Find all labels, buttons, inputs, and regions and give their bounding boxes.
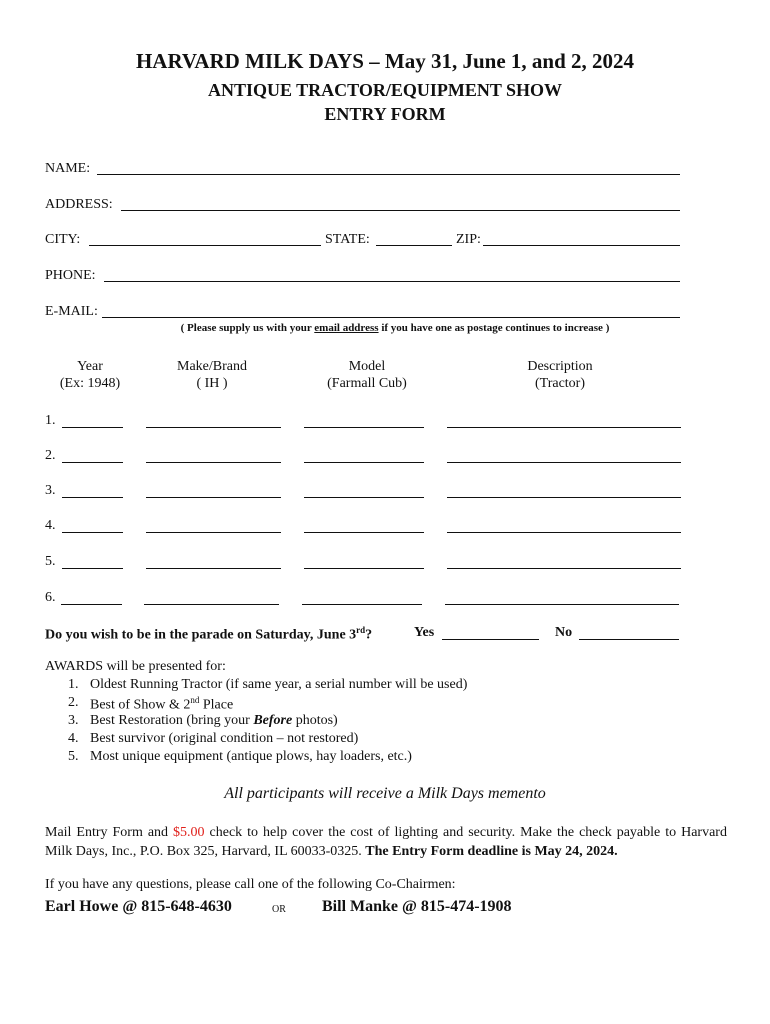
address-field[interactable] — [121, 210, 680, 211]
description-field[interactable] — [447, 427, 681, 428]
parade-question: Do you wish to be in the parade on Saturday, June 3rd? — [45, 625, 373, 643]
email-label: E-MAIL: — [45, 304, 98, 319]
name-label: NAME: — [45, 161, 91, 176]
form-subtitle: ANTIQUE TRACTOR/EQUIPMENT SHOW — [207, 80, 563, 100]
description-field[interactable] — [447, 462, 681, 463]
city-field[interactable] — [89, 245, 321, 246]
row-number: 5. — [45, 554, 56, 569]
email-note: ( Please supply us with your email address if you have one as postage continues to increase ) — [180, 322, 610, 334]
make-field[interactable] — [146, 462, 281, 463]
co-chair-2: Bill Manke @ 815-474-1908 — [322, 898, 512, 915]
model-field[interactable] — [304, 568, 424, 569]
year-field[interactable] — [62, 462, 123, 463]
row-number: 1. — [45, 413, 56, 428]
make-field[interactable] — [146, 427, 281, 428]
parade-no-field[interactable] — [579, 639, 679, 640]
memento-note: All participants will receive a Milk Days memento — [224, 785, 546, 802]
form-heading: ENTRY FORM — [324, 104, 446, 124]
column-header-make: Make/Brand ( IH ) — [177, 359, 247, 391]
year-field[interactable] — [62, 568, 123, 569]
award-item: 2. Best of Show & 2nd Place — [68, 695, 234, 713]
model-field[interactable] — [302, 604, 422, 605]
column-header-model: Model (Farmall Cub) — [327, 359, 407, 391]
awards-heading: AWARDS will be presented for: — [45, 659, 226, 674]
description-field[interactable] — [447, 532, 681, 533]
model-field[interactable] — [304, 462, 424, 463]
phone-field[interactable] — [104, 281, 680, 282]
row-number: 2. — [45, 448, 56, 463]
contact-intro: If you have any questions, please call one of the following Co-Chairmen: — [45, 877, 456, 892]
co-chair-1: Earl Howe @ 815-648-4630 — [45, 898, 232, 915]
award-item: 1. Oldest Running Tractor (if same year, a serial number will be used) — [68, 677, 468, 692]
phone-label: PHONE: — [45, 268, 96, 283]
parade-no-label: No — [555, 625, 573, 640]
make-field[interactable] — [144, 604, 279, 605]
state-field[interactable] — [376, 245, 452, 246]
entry-fee: $5.00 — [173, 825, 205, 840]
award-item: 3. Best Restoration (bring your Before photos) — [68, 713, 338, 728]
city-label: CITY: — [45, 232, 81, 247]
model-field[interactable] — [304, 497, 424, 498]
year-field[interactable] — [62, 427, 123, 428]
year-field[interactable] — [62, 532, 123, 533]
address-label: ADDRESS: — [45, 197, 113, 212]
email-note-emphasis: email address — [314, 322, 379, 334]
make-field[interactable] — [146, 532, 281, 533]
state-label: STATE: — [325, 232, 370, 247]
zip-field[interactable] — [483, 245, 680, 246]
row-number: 3. — [45, 483, 56, 498]
award-item: 4. Best survivor (original condition – not restored) — [68, 731, 359, 746]
description-field[interactable] — [447, 497, 681, 498]
or-separator: OR — [272, 904, 286, 915]
award-item: 5. Most unique equipment (antique plows, hay loaders, etc.) — [68, 749, 412, 764]
name-field[interactable] — [97, 174, 680, 175]
model-field[interactable] — [304, 427, 424, 428]
make-field[interactable] — [146, 568, 281, 569]
email-field[interactable] — [102, 317, 680, 318]
make-field[interactable] — [146, 497, 281, 498]
form-title: HARVARD MILK DAYS – May 31, June 1, and 2, 2024 — [135, 49, 635, 73]
zip-label: ZIP: — [456, 232, 481, 247]
year-field[interactable] — [61, 604, 122, 605]
description-field[interactable] — [445, 604, 679, 605]
year-field[interactable] — [62, 497, 123, 498]
parade-yes-label: Yes — [414, 625, 435, 640]
description-field[interactable] — [447, 568, 681, 569]
column-header-year: Year (Ex: 1948) — [59, 359, 121, 391]
parade-yes-field[interactable] — [442, 639, 539, 640]
row-number: 4. — [45, 518, 56, 533]
model-field[interactable] — [304, 532, 424, 533]
row-number: 6. — [45, 590, 56, 605]
column-header-description: Description (Tractor) — [527, 359, 593, 391]
mail-instructions: Mail Entry Form and $5.00 check to help cover the cost of lighting and security. Make the check payable to Harvard Milk Days, Inc., P.O. Box 325, Harvard, IL 60033-0325. The Entry Form deadline is May 24, 2024. — [45, 825, 727, 859]
deadline-note: The Entry Form deadline is May 24, 2024. — [365, 844, 618, 859]
